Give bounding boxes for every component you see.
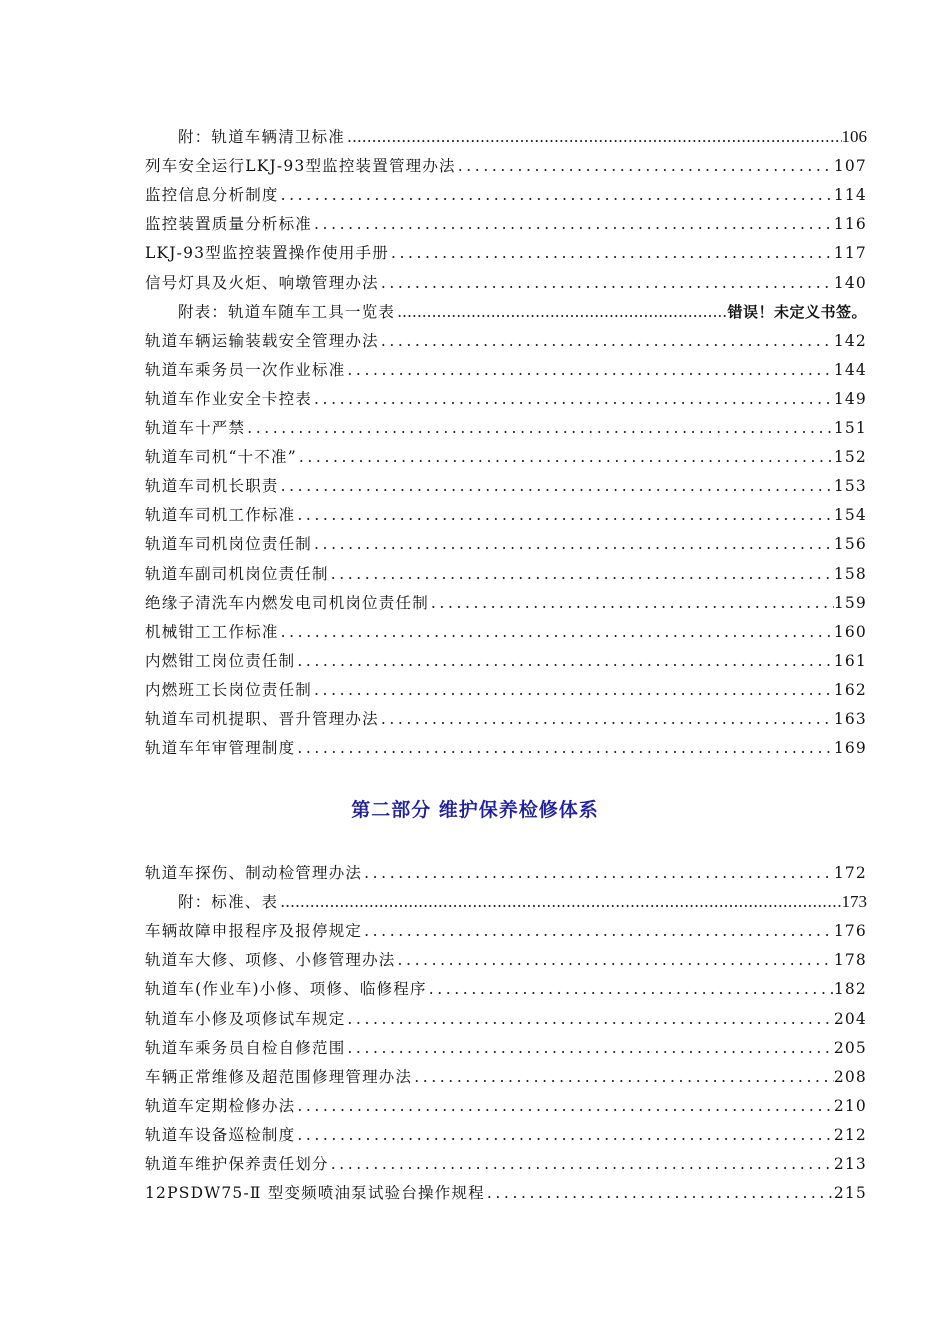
toc-entry-page: 161 (833, 651, 867, 670)
dot-leader (362, 921, 834, 941)
dot-leader (295, 505, 834, 525)
toc-entry-title: 信号灯具及火炬、响墩管理办法 (145, 273, 379, 292)
toc-entry[interactable] (145, 616, 867, 642)
toc-entry-page: 172 (833, 864, 867, 882)
toc-entry-title: 车辆故障申报程序及报停规定 (145, 922, 363, 941)
toc-entry[interactable] (145, 915, 867, 941)
toc-entry-title: 轨道车设备巡检制度 (145, 1125, 296, 1144)
toc-entry[interactable] (145, 499, 867, 525)
toc-entry[interactable] (145, 1177, 867, 1203)
dot-leader (295, 651, 834, 671)
toc-entry-page: 163 (833, 710, 867, 728)
toc-entry[interactable] (145, 1119, 867, 1145)
toc-entry[interactable] (145, 1032, 867, 1058)
toc-entry-title: 轨道车作业安全卡控表 (145, 389, 313, 408)
toc-entry-title: 轨道车(作业车)小修、项修、临修程序 (145, 980, 427, 999)
toc-entry-title: 轨道车司机提职、晋升管理办法 (145, 710, 379, 728)
toc-entry-title: 轨道车司机长职责 (145, 477, 279, 496)
toc-entry-title: 轨道车定期检修办法 (145, 1096, 296, 1115)
dot-leader (345, 360, 833, 380)
toc-entry[interactable] (145, 441, 867, 467)
toc-entry-title: 轨道车年审管理制度 (145, 739, 296, 758)
toc-entry-page: 204 (833, 1009, 867, 1028)
toc-entry-title: 轨道车司机岗位责任制 (145, 535, 313, 554)
dot-leader (312, 534, 834, 554)
toc-entry-page: 116 (833, 215, 867, 234)
toc-entry[interactable] (145, 325, 867, 351)
dot-leader (345, 1009, 833, 1029)
dot-leader (329, 1154, 834, 1174)
toc-entry-title: 轨道车乘务员自检自修范围 (145, 1038, 346, 1057)
toc-entry-title: 附：轨道车辆清卫标准 (178, 128, 346, 146)
toc-entry-title: 机械钳工工作标准 (145, 622, 279, 641)
dot-leader (312, 214, 834, 234)
toc-entry-title: 12PSDW75-Ⅱ 型变频喷油泵试验台操作规程 (145, 1184, 485, 1203)
toc-entry[interactable] (145, 1148, 867, 1174)
toc-entry-page: 159 (833, 593, 867, 612)
dot-leader (329, 564, 834, 584)
toc-entry-title: 轨道车十严禁 (145, 419, 246, 437)
dot-leader (379, 273, 834, 293)
toc-entry[interactable] (145, 944, 867, 970)
toc-entry[interactable] (145, 732, 867, 758)
toc-entry[interactable] (145, 1003, 867, 1029)
toc-entry-title: 轨道车大修、项修、小修管理办法 (145, 951, 396, 970)
toc-entry-page: 144 (833, 360, 867, 379)
toc-entry-title: LKJ-93型监控装置操作使用手册 (145, 244, 389, 263)
toc-entry[interactable] (145, 1090, 867, 1116)
toc-entry[interactable] (145, 354, 867, 380)
toc-entry-title: 轨道车司机工作标准 (145, 506, 296, 525)
dot-leader (345, 127, 841, 147)
toc-entry-page: 162 (833, 680, 867, 699)
toc-entry-page: 107 (833, 157, 867, 176)
toc-entry-page: 117 (833, 244, 867, 263)
toc-entry[interactable] (145, 412, 867, 438)
toc-entry-page: 210 (833, 1096, 867, 1115)
toc-entry-page: 142 (833, 331, 867, 350)
dot-leader (295, 1096, 834, 1116)
toc-entry-page: 182 (833, 980, 867, 999)
dot-leader (279, 476, 834, 496)
toc-entry-page: 151 (833, 419, 867, 437)
toc-entry-title: 内燃班工长岗位责任制 (145, 680, 313, 699)
toc-entry[interactable] (145, 1061, 867, 1087)
toc-entry-page: 153 (833, 477, 867, 496)
toc-entry-title: 轨道车维护保养责任划分 (145, 1155, 329, 1173)
dot-leader (279, 622, 834, 642)
toc-entry-page: 176 (833, 922, 867, 941)
dot-leader (379, 331, 834, 351)
toc-entry-title: 轨道车司机“十不准” (145, 448, 297, 467)
toc-entry[interactable] (178, 296, 867, 322)
toc-entry-title: 轨道车副司机岗位责任制 (145, 564, 329, 583)
toc-entry-page: 140 (833, 273, 867, 292)
toc-entry-title: 轨道车乘务员一次作业标准 (145, 360, 346, 379)
toc-entry[interactable] (145, 267, 867, 293)
dot-leader (362, 863, 834, 883)
toc-entry[interactable] (145, 645, 867, 671)
toc-entry-page: 154 (833, 506, 867, 525)
toc-entry-page: 114 (833, 186, 867, 205)
dot-leader (456, 156, 834, 176)
toc-entry-title: 轨道车探伤、制动检管理办法 (145, 864, 363, 882)
toc-entry-page: 213 (833, 1155, 867, 1173)
dot-leader (427, 979, 834, 999)
dot-leader (295, 1125, 834, 1145)
toc-entry[interactable] (145, 470, 867, 496)
dot-leader (345, 1038, 833, 1058)
toc-entry-page: 106 (841, 127, 867, 146)
toc-entry[interactable] (145, 208, 867, 234)
toc-entry[interactable] (145, 528, 867, 554)
dot-leader (278, 892, 841, 912)
dot-leader (485, 1183, 834, 1203)
toc-entry-page: 158 (833, 564, 867, 583)
toc-entry-page: 156 (833, 535, 867, 554)
toc-entry-title: 附表：轨道车随车工具一览表 (178, 302, 396, 321)
toc-entry-page: 149 (833, 389, 867, 408)
toc-entry-page: 208 (833, 1067, 867, 1086)
toc-entry-page: 212 (833, 1125, 867, 1144)
dot-leader (396, 950, 834, 970)
toc-entry-title: 车辆正常维修及超范围修理管理办法 (145, 1067, 413, 1086)
toc-entry-page: 160 (833, 622, 867, 641)
toc-entry-page: 215 (833, 1184, 867, 1203)
toc-entry[interactable] (145, 558, 867, 584)
toc-entry-page: 178 (833, 951, 867, 970)
dot-leader (279, 185, 834, 205)
toc-entry-page: 169 (833, 739, 867, 758)
dot-leader (412, 1067, 834, 1087)
dot-leader (379, 709, 834, 729)
toc-entry-page: 205 (833, 1038, 867, 1057)
toc-entry[interactable] (145, 179, 867, 205)
toc-entry-title: 轨道车小修及项修试车规定 (145, 1009, 346, 1028)
toc-entry[interactable] (145, 150, 867, 176)
dot-leader (429, 593, 834, 613)
toc-entry-page: 错误！未定义书签。 (727, 302, 867, 321)
toc-entry[interactable] (145, 587, 867, 613)
dot-leader (245, 418, 834, 438)
dot-leader (389, 243, 834, 263)
toc-entry[interactable] (145, 383, 867, 409)
toc-entry-title: 监控装置质量分析标准 (145, 215, 313, 234)
toc-entry[interactable] (145, 973, 867, 999)
toc-entry-title: 绝缘子清洗车内燃发电司机岗位责任制 (145, 593, 429, 612)
dot-leader (297, 447, 834, 467)
toc-entry[interactable] (178, 121, 867, 147)
dot-leader (312, 389, 834, 409)
toc-entry[interactable] (178, 886, 867, 912)
dot-leader (395, 302, 727, 322)
toc-entry[interactable] (145, 703, 867, 729)
toc-entry-title: 列车安全运行LKJ-93型监控装置管理办法 (145, 157, 456, 176)
toc-entry[interactable] (145, 857, 867, 883)
toc-entry[interactable] (145, 674, 867, 700)
dot-leader (295, 738, 834, 758)
toc-entry[interactable] (145, 237, 867, 263)
toc-entry-title: 内燃钳工岗位责任制 (145, 651, 296, 670)
toc-entry-page: 173 (841, 892, 867, 912)
toc-entry-title: 轨道车辆运输装载安全管理办法 (145, 331, 379, 350)
section-heading: 第二部分 维护保养检修体系 (351, 799, 599, 821)
toc-entry-title: 监控信息分析制度 (145, 186, 279, 205)
toc-entry-page: 152 (833, 448, 867, 467)
dot-leader (312, 680, 834, 700)
toc-entry-title: 附：标准、表 (178, 893, 279, 912)
